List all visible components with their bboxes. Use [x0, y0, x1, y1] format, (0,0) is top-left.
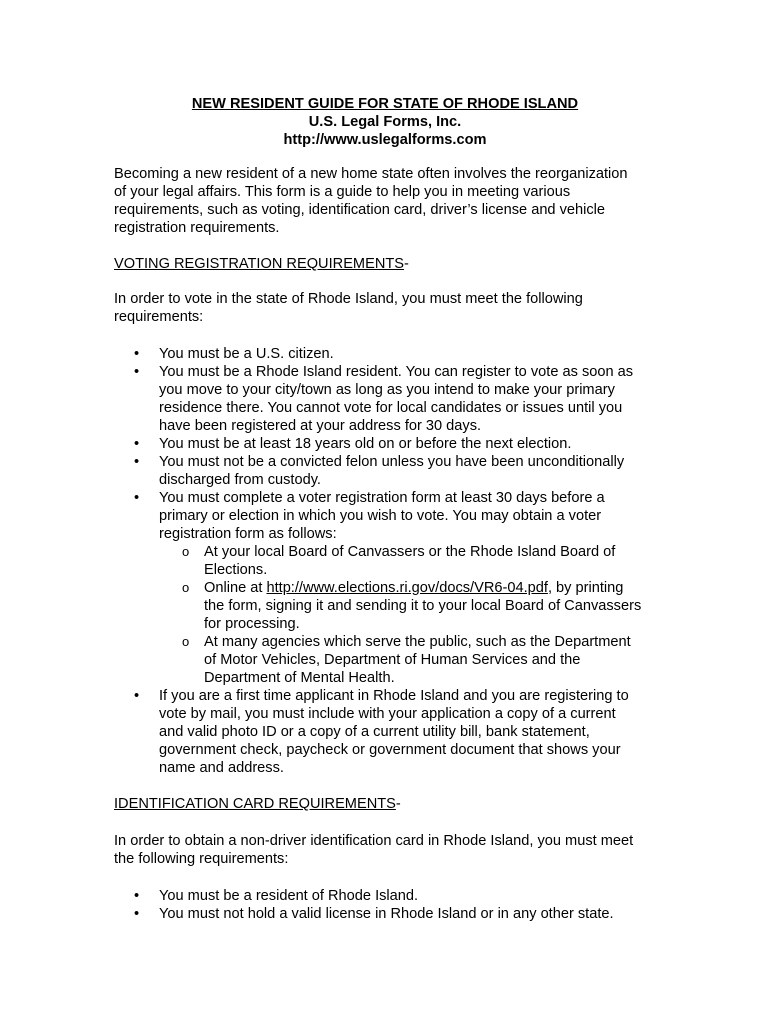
list-item [114, 905, 674, 923]
voting-intro: In order to vote in the state of Rhode Island, you must meet the following requirements: [114, 291, 583, 325]
list-item [114, 489, 674, 543]
list-item-text: You must be at least 18 years old on or before the next election. [159, 436, 572, 452]
sub-list-item [114, 633, 674, 687]
bullet-icon: • [134, 346, 140, 362]
list-item-text: You must complete a voter registration form at least 30 days before a primary or election in which you wish to vote. You may obtain a voter registration form as follows: [159, 490, 605, 542]
company-name: U.S. Legal Forms, Inc. [308, 114, 462, 130]
bullet-icon: • [134, 888, 140, 904]
id-card-heading [114, 795, 674, 813]
circle-bullet-icon: o [182, 544, 190, 559]
document-title: NEW RESIDENT GUIDE FOR STATE OF RHODE ISLAND [191, 96, 579, 112]
circle-bullet-icon: o [182, 634, 190, 649]
sub-list-item-text: At your local Board of Canvassers or the Rhode Island Board of Elections. [204, 544, 616, 578]
list-item [114, 435, 674, 453]
sub-list-item-text: , by printing the form, signing it and sending it to your local Board of Canvassers for processing. [204, 580, 642, 632]
document-header [0, 95, 770, 149]
list-item-text: You must not be a convicted felon unless you have been unconditionally discharged from custody. [159, 454, 625, 488]
heading-dash: - [395, 796, 401, 812]
list-item-text: You must be a Rhode Island resident. You can register to vote as soon as you move to your city/town as long as you intend to make your primary residence there. You cannot vote for local candidates or issues until you have been registered at your address for 30 days. [159, 364, 634, 434]
list-item-text: You must be a U.S. citizen. [159, 346, 334, 362]
bullet-icon: • [134, 490, 140, 506]
list-item-text: You must not hold a valid license in Rhode Island or in any other state. [159, 906, 614, 922]
sub-list-item-text: Online at [204, 580, 267, 596]
intro-paragraph: Becoming a new resident of a new home state often involves the reorganization of your legal affairs. This form is a guide to help you in meeting various requirements, such as voting, identification card, driver’s license and vehicle registration requirements. [114, 166, 628, 236]
id-card-heading-text: IDENTIFICATION CARD REQUIREMENTS [114, 796, 396, 812]
list-item-text: You must be a resident of Rhode Island. [159, 888, 419, 904]
sub-list-item [114, 579, 674, 633]
id-card-intro: In order to obtain a non-driver identification card in Rhode Island, you must meet the following requirements: [114, 833, 634, 867]
list-item-text: If you are a first time applicant in Rhode Island and you are registering to vote by mail, you must include with your application a copy of a current and valid photo ID or a copy of a current utility bill, bank statement, government check, paycheck or government document that shows your name and address. [159, 688, 629, 776]
sub-list-item [114, 543, 674, 579]
voting-heading-text: VOTING REGISTRATION REQUIREMENTS [114, 256, 405, 272]
list-item [114, 687, 674, 777]
bullet-icon: • [134, 364, 140, 380]
list-item [114, 453, 674, 489]
bullet-icon: • [134, 688, 140, 704]
bullet-icon: • [134, 454, 140, 470]
bullet-icon: • [134, 436, 140, 452]
circle-bullet-icon: o [182, 580, 190, 595]
list-item [114, 887, 674, 905]
company-url: http://www.uslegalforms.com [283, 132, 487, 148]
voter-form-link[interactable]: http://www.elections.ri.gov/docs/VR6-04.pdf [266, 580, 548, 596]
bullet-icon: • [134, 906, 140, 922]
list-item [114, 345, 674, 363]
list-item [114, 363, 674, 435]
heading-dash: - [404, 256, 409, 272]
voting-heading [114, 255, 674, 273]
id-card-requirements-list [114, 887, 674, 923]
voting-requirements-list [114, 345, 674, 777]
sub-list-item-text: At many agencies which serve the public, such as the Department of Motor Vehicles, Department of Human Services and the Department of Mental Health. [204, 634, 631, 686]
